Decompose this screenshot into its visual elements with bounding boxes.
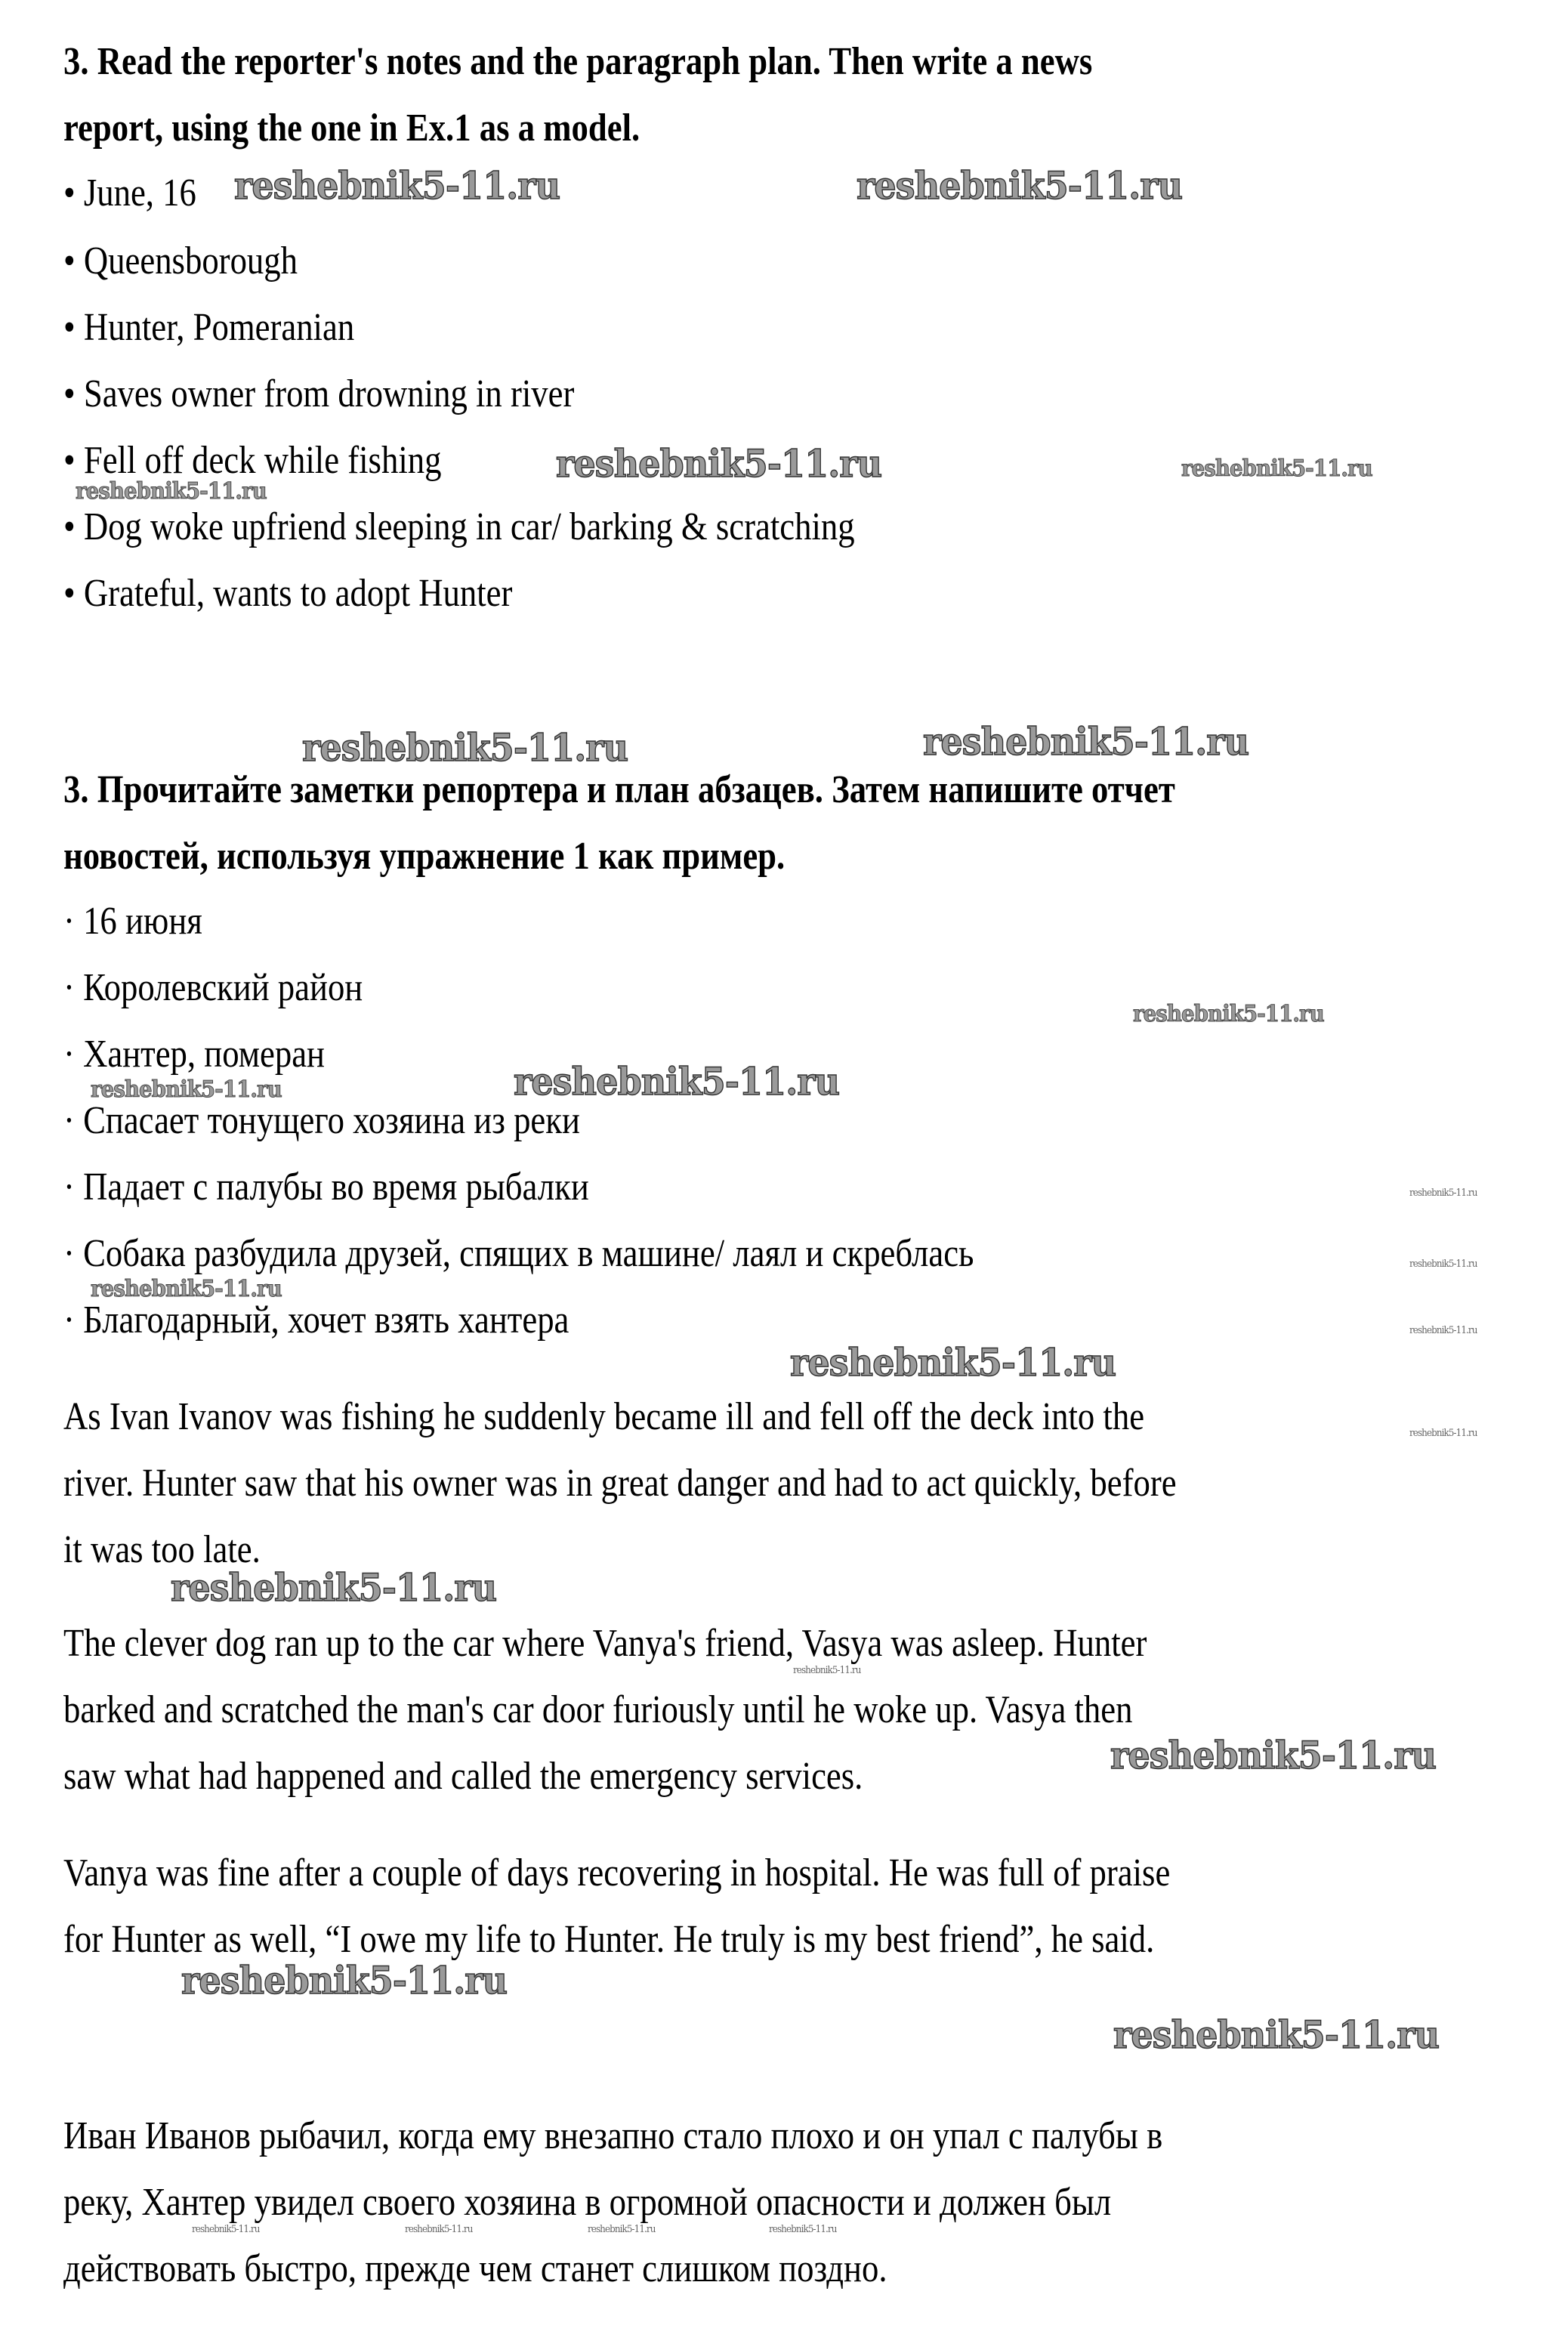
note-item: • Dog woke upfriend sleeping in car/ barking & scratching	[63, 505, 855, 548]
watermark: reshebnik5-11.ru	[1409, 1258, 1477, 1270]
watermark: reshebnik5-11.ru	[76, 478, 267, 505]
watermark: reshebnik5-11.ru	[556, 441, 882, 486]
watermark: reshebnik5-11.ru	[91, 1076, 282, 1103]
watermark: reshebnik5-11.ru	[91, 1276, 282, 1302]
answer-line: As Ivan Ivanov was fishing he suddenly became ill and fell off the deck into the	[63, 1395, 1145, 1438]
note-item: · 16 июня	[63, 900, 202, 943]
russian-title-line-2: новостей, используя упражнение 1 как пример.	[63, 835, 786, 878]
note-item: · Благодарный, хочет взять хантера	[63, 1299, 569, 1342]
answer-line: Vanya was fine after a couple of days recovering in hospital. He was full of praise	[63, 1851, 1171, 1895]
watermark: reshebnik5-11.ru	[1409, 1428, 1477, 1439]
watermark: reshebnik5-11.ru	[857, 163, 1183, 208]
watermark: reshebnik5-11.ru	[1110, 1733, 1437, 1777]
watermark: reshebnik5-11.ru	[588, 2224, 656, 2235]
watermark: reshebnik5-11.ru	[1113, 2012, 1440, 2057]
watermark: reshebnik5-11.ru	[769, 2224, 837, 2235]
answer-line: it was too late.	[63, 1528, 261, 1571]
note-item: · Хантер, померан	[63, 1033, 326, 1076]
answer-line: saw what had happened and called the emergency services.	[63, 1755, 863, 1798]
answer-line: The clever dog ran up to the car where Vanya's friend, Vasya was asleep. Hunter	[63, 1622, 1147, 1665]
watermark: reshebnik5-11.ru	[793, 1665, 861, 1676]
note-item: • Fell off deck while fishing	[63, 439, 442, 482]
english-title-line-2: report, using the one in Ex.1 as a model.	[63, 107, 640, 150]
note-item: • Saves owner from drowning in river	[63, 372, 575, 415]
answer-line: Иван Иванов рыбачил, когда ему внезапно стало плохо и он упал с палубы в	[63, 2114, 1163, 2157]
watermark: reshebnik5-11.ru	[1133, 1001, 1324, 1027]
watermark: reshebnik5-11.ru	[514, 1059, 840, 1104]
note-item: · Королевский район	[63, 966, 363, 1009]
note-item: • June, 16	[63, 171, 196, 215]
answer-line: действовать быстро, прежде чем станет слишком поздно.	[63, 2247, 887, 2290]
watermark: reshebnik5-11.ru	[192, 2224, 260, 2235]
watermark: reshebnik5-11.ru	[923, 719, 1249, 764]
note-item: • Queensborough	[63, 239, 298, 283]
english-title-line-1: 3. Read the reporter's notes and the paragraph plan. Then write a news	[63, 40, 1093, 83]
watermark: reshebnik5-11.ru	[1181, 455, 1372, 482]
answer-line: реку, Хантер увидел своего хозяина в огромной опасности и должен был	[63, 2181, 1112, 2224]
watermark: reshebnik5-11.ru	[181, 1958, 508, 2003]
answer-line: barked and scratched the man's car door furiously until he woke up. Vasya then	[63, 1688, 1133, 1731]
watermark: reshebnik5-11.ru	[1409, 1187, 1477, 1199]
note-item: · Собака разбудила друзей, спящих в машине/ лаял и скреблась	[63, 1232, 974, 1275]
watermark: reshebnik5-11.ru	[1409, 1325, 1477, 1336]
answer-line: for Hunter as well, “I owe my life to Hunter. He truly is my best friend”, he said.	[63, 1918, 1155, 1961]
watermark: reshebnik5-11.ru	[171, 1565, 497, 1610]
watermark: reshebnik5-11.ru	[790, 1340, 1116, 1385]
note-item: · Падает с палубы во время рыбалки	[63, 1166, 589, 1209]
watermark: reshebnik5-11.ru	[302, 725, 628, 770]
russian-title-line-1: 3. Прочитайте заметки репортера и план абзацев. Затем напишите отчет	[63, 768, 1175, 811]
watermark: reshebnik5-11.ru	[405, 2224, 473, 2235]
watermark: reshebnik5-11.ru	[234, 163, 560, 208]
answer-line: river. Hunter saw that his owner was in great danger and had to act quickly, before	[63, 1462, 1177, 1505]
note-item: • Hunter, Pomeranian	[63, 306, 355, 349]
note-item: • Grateful, wants to adopt Hunter	[63, 572, 513, 615]
note-item: · Спасает тонущего хозяина из реки	[63, 1099, 580, 1142]
